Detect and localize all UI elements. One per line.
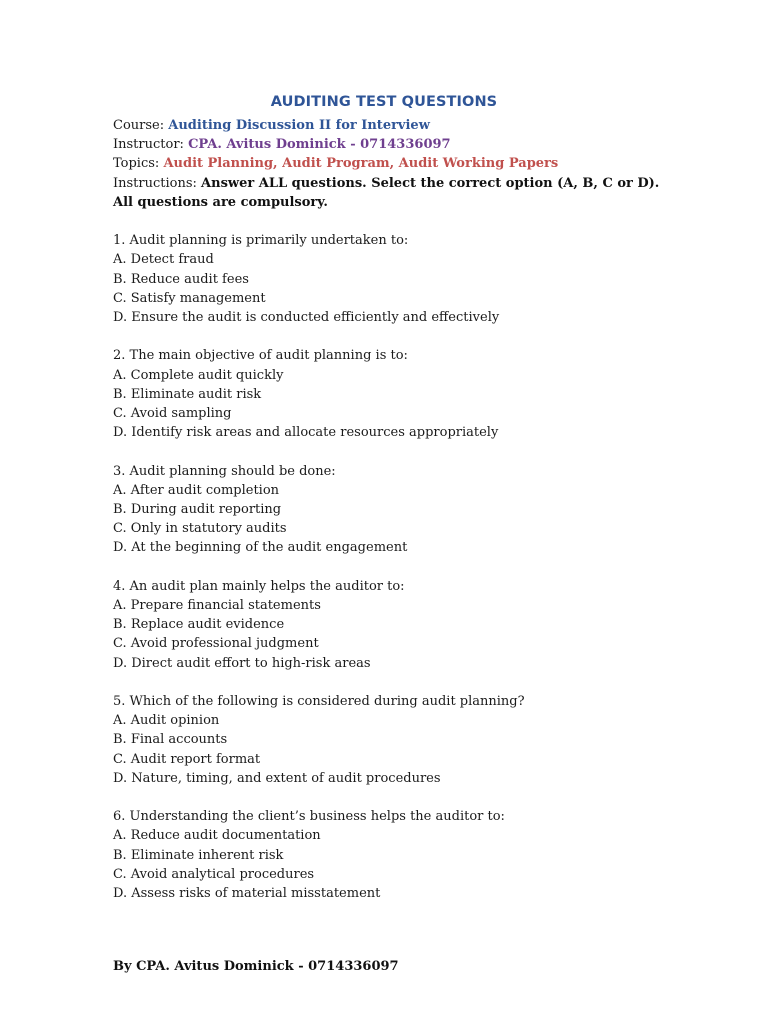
page-title: AUDITING TEST QUESTIONS <box>270 94 498 110</box>
instructor-line <box>113 135 733 154</box>
topics-value: Audit Planning, Audit Program, Audit Working Papers <box>163 156 559 172</box>
instructions-line-2: All questions are compulsory. <box>113 194 328 210</box>
option-a: A. Complete audit quickly <box>113 367 284 383</box>
option-c: C. Satisfy management <box>113 290 266 306</box>
course-line <box>113 116 733 135</box>
question-5 <box>113 692 733 788</box>
option-c: C. Avoid professional judgment <box>113 636 319 652</box>
page-footer: By CPA. Avitus Dominick - 0714336097 <box>113 959 399 974</box>
option-c: C. Avoid sampling <box>113 406 232 422</box>
option-d: D. At the beginning of the audit engagement <box>113 540 408 556</box>
option-a: A. Audit opinion <box>113 713 220 729</box>
topics-line <box>113 154 733 173</box>
course-label: Course: <box>113 118 169 133</box>
instructions-label: Instructions: <box>113 175 202 191</box>
question-text: 5. Which of the following is considered during audit planning? <box>113 694 525 710</box>
topics-label: Topics: <box>113 156 164 172</box>
option-b: B. Final accounts <box>113 732 228 748</box>
option-b: B. Eliminate inherent risk <box>113 847 284 863</box>
instructions-value: Answer ALL questions. Select the correct option (A, B, C or D). <box>201 175 660 191</box>
option-d: D. Nature, timing, and extent of audit procedures <box>113 770 441 786</box>
option-c: C. Only in statutory audits <box>113 521 287 537</box>
question-text: 6. Understanding the client’s business helps the auditor to: <box>113 809 505 825</box>
question-text: 4. An audit plan mainly helps the auditor to: <box>113 578 405 594</box>
option-c: C. Audit report format <box>113 751 261 767</box>
option-b: B. Replace audit evidence <box>113 617 285 633</box>
option-d: D. Direct audit effort to high-risk areas <box>113 655 371 671</box>
option-d: D. Identify risk areas and allocate resources appropriately <box>113 425 499 441</box>
option-d: D. Assess risks of material misstatement <box>113 886 381 902</box>
document-body <box>113 116 733 903</box>
option-d: D. Ensure the audit is conducted efficiently and effectively <box>113 310 500 326</box>
question-text: 2. The main objective of audit planning is to: <box>113 348 408 364</box>
instructor-label: Instructor: <box>113 137 189 153</box>
question-4 <box>113 577 733 673</box>
question-text: 3. Audit planning should be done: <box>113 463 336 479</box>
question-text: 1. Audit planning is primarily undertaken to: <box>113 233 409 249</box>
question-1 <box>113 231 733 327</box>
question-6 <box>113 807 733 903</box>
option-a: A. After audit completion <box>113 482 280 498</box>
section-spacer <box>113 212 733 231</box>
question-3 <box>113 462 733 558</box>
question-list <box>113 231 733 903</box>
course-value: Auditing Discussion II for Interview <box>168 118 430 133</box>
option-c: C. Avoid analytical procedures <box>113 866 315 882</box>
option-a: A. Detect fraud <box>113 252 214 268</box>
option-a: A. Reduce audit documentation <box>113 828 321 844</box>
option-b: B. Reduce audit fees <box>113 271 249 287</box>
option-b: B. Eliminate audit risk <box>113 386 262 402</box>
instructor-value: CPA. Avitus Dominick - 0714336097 <box>188 137 451 153</box>
option-a: A. Prepare financial statements <box>113 598 321 614</box>
instructions-line <box>113 174 733 193</box>
option-b: B. During audit reporting <box>113 502 282 518</box>
question-2 <box>113 346 733 442</box>
